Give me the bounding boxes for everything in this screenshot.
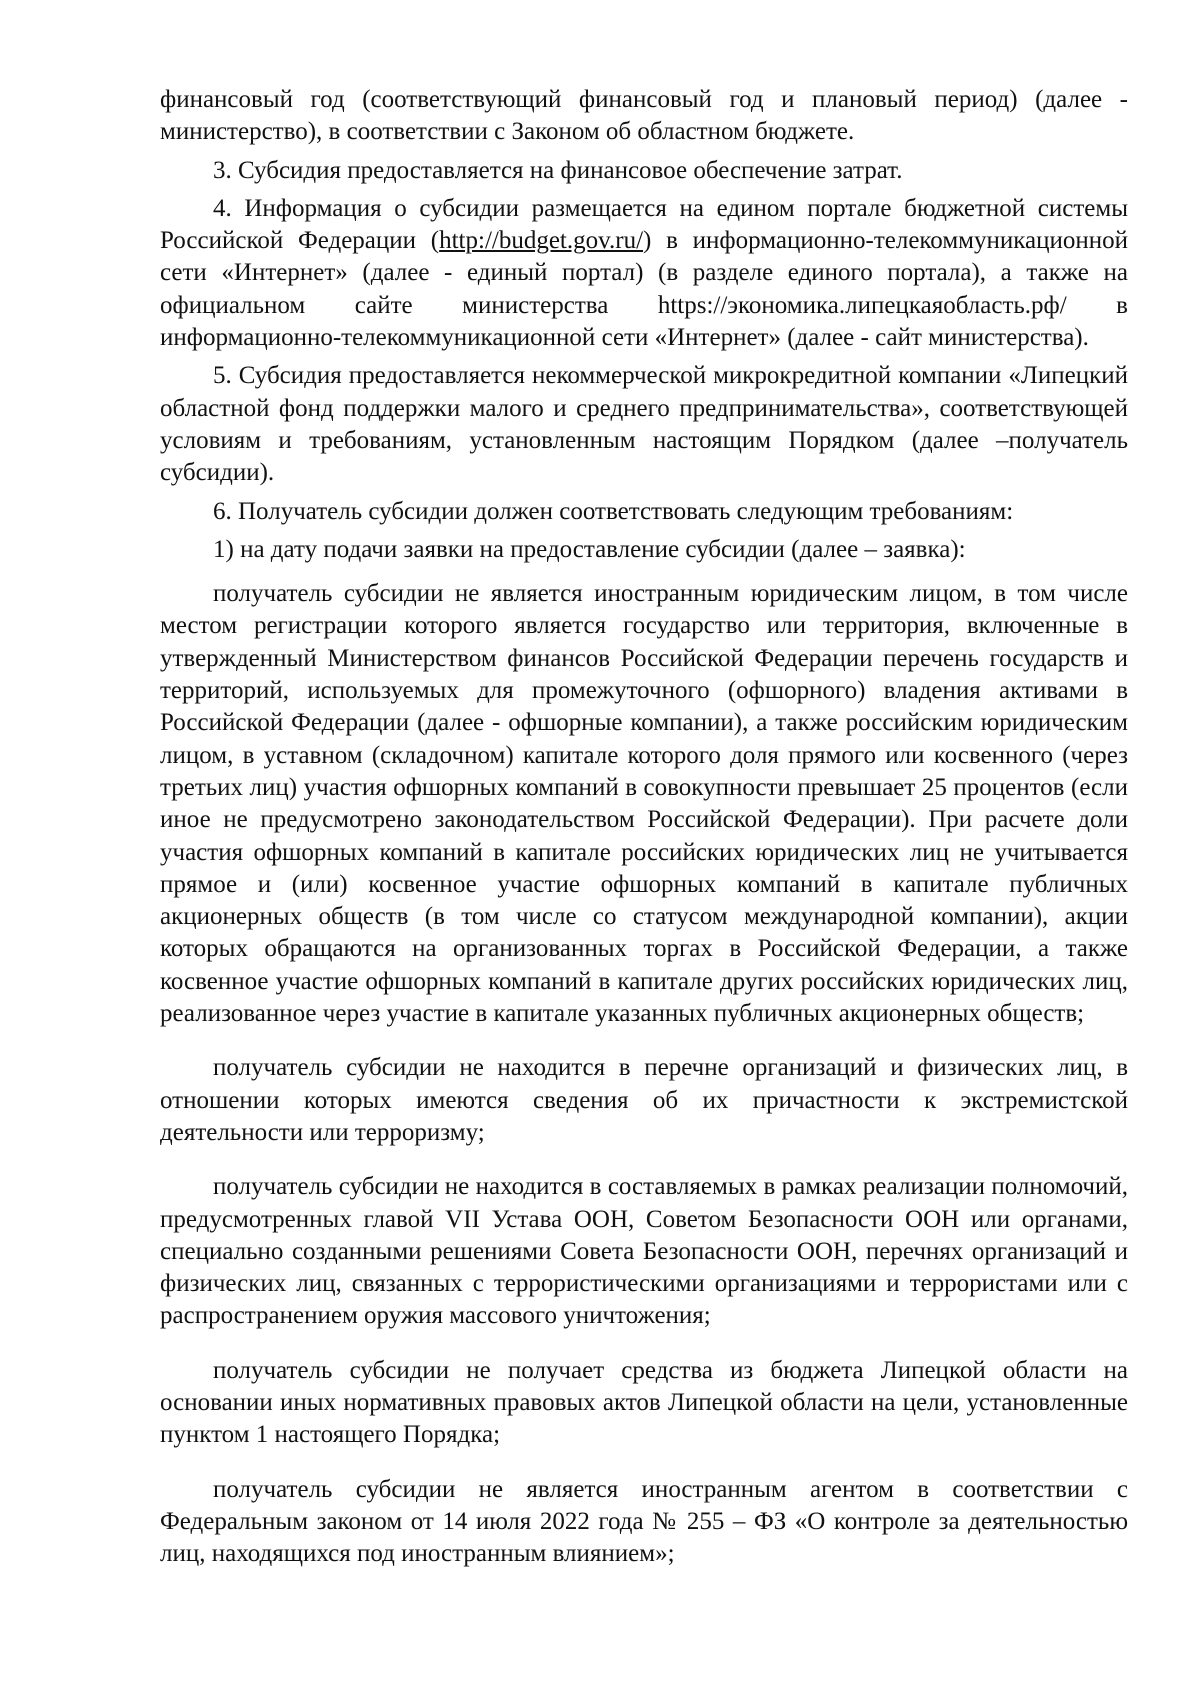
paragraph-3: 3. Субсидия предоставляется на финансовое обеспечение затрат. bbox=[213, 156, 903, 184]
requirement-un-sanctions: получатель субсидии не находится в составляемых в рамках реализации полномочий, предусмотренных главой VII Устава ООН, Советом Безопасности ООН или органами, специально созданными решениями Совета Безопасности ООН, перечнях организаций и физических лиц, связанных с террористическими организациями и террористами или с распространением оружия массового уничтожения; bbox=[160, 1173, 1128, 1330]
paragraph-intro-continuation: финансовый год (соответствующий финансовый год и плановый период) (далее - министерство), в соответствии с Законом об областном бюджете. bbox=[160, 86, 1128, 146]
budget-portal-link[interactable]: http://budget.gov.ru/ bbox=[439, 227, 644, 255]
requirement-offshore: получатель субсидии не является иностранным юридическим лицом, в том числе местом регистрации которого является государство или территория, включенные в утвержденный Министерством финансов Российской Федерации перечень государств и территорий, используемых для промежуточного (офшорного) владения активами в Российской Федерации (далее - офшорные компании), а также российским юридическим лицом, в уставном (складочном) капитале которого доля прямого или косвенного (через третьих лиц) участия офшорных компаний в совокупности превышает 25 процентов (если иное не предусмотрено законодательством Российской Федерации). При расчете доли участия офшорных компаний в капитале российских юридических лиц не учитывается прямое и (или) косвенное участие офшорных компаний в капитале публичных акционерных обществ (в том числе со статусом международной компании), акции которых обращаются на организованных торгах в Российской Федерации, а также косвенное участие офшорных компаний в капитале других российских юридических лиц, реализованное через участие в капитале указанных публичных акционерных обществ; bbox=[160, 580, 1128, 1028]
requirement-budget-funds: получатель субсидии не получает средства из бюджета Липецкой области на основании иных нормативных правовых актов Липецкой области на цели, установленные пунктом 1 настоящего Порядка; bbox=[160, 1356, 1128, 1449]
paragraph-4 bbox=[160, 193, 1128, 354]
requirement-extremism: получатель субсидии не находится в перечне организаций и физических лиц, в отношении которых имеются сведения об их причастности к экстремистской деятельности или терроризму; bbox=[160, 1054, 1128, 1146]
paragraph-4-text-end: ) в информационно-телекоммуникационной сети «Интернет» (далее - единый портал) (в разделе единого портала), а также на официальном сайте министерства https://экономика.липецкаяобласть.рф/ в информационно-телекоммуникационной сети «Интернет» (далее - сайт министерства). bbox=[160, 227, 1128, 352]
requirement-foreign-agent: получатель субсидии не является иностранным агентом в соответствии с Федеральным законом от 14 июля 2022 года № 255 – ФЗ «О контроле за деятельностью лиц, находящихся под иностранным влиянием»; bbox=[160, 1475, 1128, 1568]
paragraph-4-text-start: 4. Информация о субсидии размещается на едином портале бюджетной системы Российской Федерации ( bbox=[160, 194, 1128, 255]
document-body bbox=[160, 84, 1128, 1570]
paragraph-5: 5. Субсидия предоставляется некоммерческой микрокредитной компании «Липецкий областной фонд поддержки малого и среднего предпринимательства», соответствующей условиям и требованиям, установленным настоящим Порядком (далее –получатель субсидии). bbox=[160, 362, 1128, 487]
paragraph-6: 6. Получатель субсидии должен соответствовать следующим требованиям: bbox=[213, 497, 1014, 525]
paragraph-6-item-1: 1) на дату подачи заявки на предоставление субсидии (далее – заявка): bbox=[213, 535, 966, 563]
